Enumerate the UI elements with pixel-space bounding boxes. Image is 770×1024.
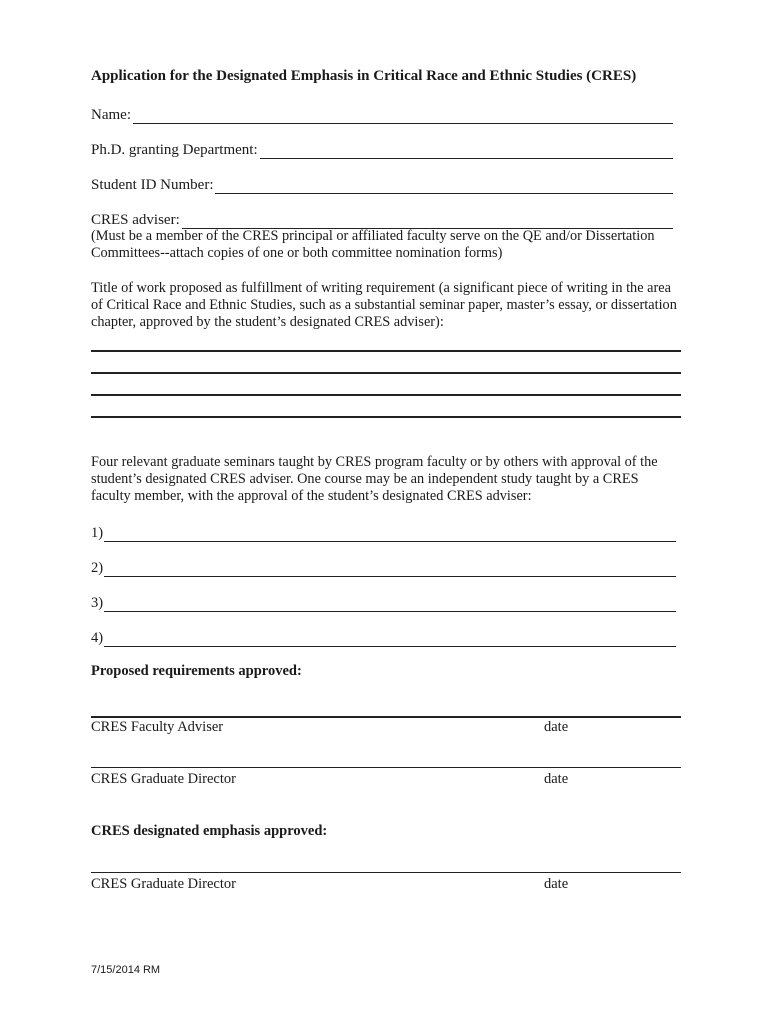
- form-title: Application for the Designated Emphasis in Critical Race and Ethnic Studies (CRES): [91, 68, 637, 84]
- seminar-field-2[interactable]: [91, 557, 676, 577]
- seminars-intro: Four relevant graduate seminars taught by CRES program faculty or by others with approval of the student’s designated CRES adviser. One course may be an independent study taught by a CRES faculty member, with the approval of the student’s designated CRES adviser:: [91, 454, 658, 504]
- seminar-line[interactable]: [104, 597, 676, 612]
- seminar-number: 2): [91, 560, 104, 576]
- adviser-label: CRES adviser:: [91, 212, 180, 228]
- date-label: date: [544, 771, 569, 787]
- seminar-line[interactable]: [104, 632, 676, 647]
- name-label: Name:: [91, 107, 131, 123]
- seminar-field-4[interactable]: [91, 627, 676, 647]
- writing-line-4[interactable]: [91, 416, 681, 418]
- final-director-signature-line[interactable]: [91, 872, 681, 873]
- student-id-field[interactable]: [91, 174, 673, 194]
- department-line[interactable]: [260, 144, 673, 159]
- date-label: date: [544, 876, 569, 892]
- department-label: Ph.D. granting Department:: [91, 142, 258, 158]
- writing-requirement-text: Title of work proposed as fulfillment of writing requirement (a significant piece of writing in the area of Critical Race and Ethnic Studies, such as a substantial seminar paper, master’s essay, or dissertation chapter, approved by the student’s designated CRES adviser):: [91, 280, 677, 330]
- writing-line-3[interactable]: [91, 394, 681, 396]
- writing-line-2[interactable]: [91, 372, 681, 374]
- seminar-line[interactable]: [104, 562, 676, 577]
- footer-revision: 7/15/2014 RM: [91, 964, 161, 976]
- seminar-field-1[interactable]: [91, 522, 676, 542]
- final-director-label: CRES Graduate Director: [91, 876, 236, 892]
- seminar-number: 4): [91, 630, 104, 646]
- seminar-number: 3): [91, 595, 104, 611]
- seminar-line[interactable]: [104, 527, 676, 542]
- graduate-director-label: CRES Graduate Director: [91, 771, 236, 787]
- emphasis-approved-heading: CRES designated emphasis approved:: [91, 823, 328, 839]
- student-id-label: Student ID Number:: [91, 177, 214, 193]
- requirements-approved-heading: Proposed requirements approved:: [91, 663, 302, 679]
- graduate-director-signature-line[interactable]: [91, 767, 681, 768]
- adviser-line[interactable]: [182, 214, 673, 229]
- date-label: date: [544, 719, 569, 735]
- student-id-line[interactable]: [215, 179, 673, 194]
- adviser-field[interactable]: [91, 209, 673, 229]
- department-field[interactable]: [91, 139, 673, 159]
- faculty-adviser-label: CRES Faculty Adviser: [91, 719, 224, 735]
- faculty-adviser-signature-line[interactable]: [91, 716, 681, 718]
- adviser-note: (Must be a member of the CRES principal or affiliated faculty serve on the QE and/or Dissertation Committees--attach copies of one or both committee nomination forms): [91, 228, 655, 261]
- seminar-number: 1): [91, 525, 104, 541]
- name-line[interactable]: [133, 109, 673, 124]
- name-field[interactable]: [91, 104, 673, 124]
- seminar-field-3[interactable]: [91, 592, 676, 612]
- writing-line-1[interactable]: [91, 350, 681, 352]
